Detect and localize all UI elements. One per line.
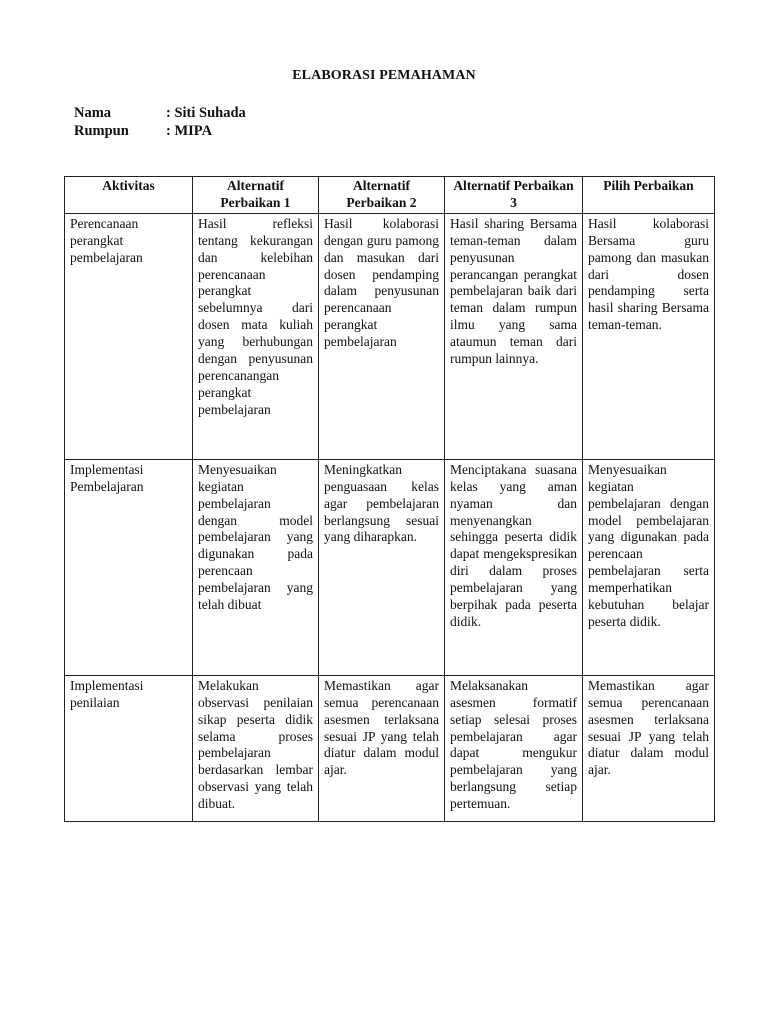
alternative-3-cell: Menciptakana suasana kelas yang aman nyaman dan menyenangkan sehingga peserta didik dapat mengekspresikan diri dalam proses pembelajaran yang berpihak pada peserta didik.: [445, 459, 583, 675]
alternative-3-cell: Melaksanakan asesmen formatif setiap selesai proses pembelajaran agar dapat mengukur pembelajaran yang berlangsung setiap pertemuan.: [445, 675, 583, 821]
elaboration-table: [64, 176, 715, 822]
header-alternatif-2: Alternatif Perbaikan 2: [319, 177, 445, 214]
activity-cell: Implementasi Pembelajaran: [65, 459, 193, 675]
header-alternatif-3: Alternatif Perbaikan 3: [445, 177, 583, 214]
alternative-1-cell: Melakukan observasi penilaian sikap peserta didik selama proses pembelajaran berdasarkan lembar observasi yang telah dibuat.: [193, 675, 319, 821]
table-row: [65, 675, 715, 821]
activity-cell: Perencanaan perangkat pembelajaran: [65, 213, 193, 459]
activity-cell: Implementasi penilaian: [65, 675, 193, 821]
rumpun-field: [74, 122, 212, 140]
rumpun-value: : MIPA: [166, 123, 213, 139]
header-pilih-perbaikan: Pilih Perbaikan: [583, 177, 715, 214]
table-header-row: [65, 177, 715, 214]
alternative-1-cell: Hasil refleksi tentang kekurangan dan kelebihan perencanaan perangkat sebelumnya dari dosen mata kuliah yang berhubungan dengan penyusunan perencanangan perangkat pembelajaran: [193, 213, 319, 459]
name-value: : Siti Suhada: [166, 105, 246, 121]
header-aktivitas: Aktivitas: [65, 177, 193, 214]
chosen-improvement-cell: Hasil kolaborasi Bersama guru pamong dan masukan dari dosen pendamping serta hasil sharing Bersama teman-teman.: [583, 213, 715, 459]
alternative-3-cell: Hasil sharing Bersama teman-teman dalam penyusunan perancangan perangkat pembelajaran baik dari teman dalam rumpun ilmu yang sama ataumun teman dari rumpun lainnya.: [445, 213, 583, 459]
name-label: Nama: [74, 105, 112, 121]
chosen-improvement-cell: Memastikan agar semua perencanaan asesmen terlaksana sesuai JP yang telah diatur dalam modul ajar.: [583, 675, 715, 821]
alternative-2-cell: Meningkatkan penguasaan kelas agar pembelajaran berlangsung sesuai yang diharapkan.: [319, 459, 445, 675]
name-field: [74, 104, 246, 122]
chosen-improvement-cell: Menyesuaikan kegiatan pembelajaran dengan model pembelajaran yang digunakan pada perencaan pembelajaran serta memperhatikan kebutuhan belajar peserta didik.: [583, 459, 715, 675]
alternative-1-cell: Menyesuaikan kegiatan pembelajaran dengan model pembelajaran yang digunakan pada perencaan pembelajaran yang telah dibuat: [193, 459, 319, 675]
alternative-2-cell: Hasil kolaborasi dengan guru pamong dan masukan dari dosen pendamping dalam penyusunan perencanaan perangkat pembelajaran: [319, 213, 445, 459]
rumpun-label: Rumpun: [74, 123, 129, 139]
header-alternatif-1: Alternatif Perbaikan 1: [193, 177, 319, 214]
alternative-2-cell: Memastikan agar semua perencanaan asesmen terlaksana sesuai JP yang telah diatur dalam modul ajar.: [319, 675, 445, 821]
document-title: ELABORASI PEMAHAMAN: [292, 68, 476, 83]
table-row: [65, 213, 715, 459]
table-row: [65, 459, 715, 675]
